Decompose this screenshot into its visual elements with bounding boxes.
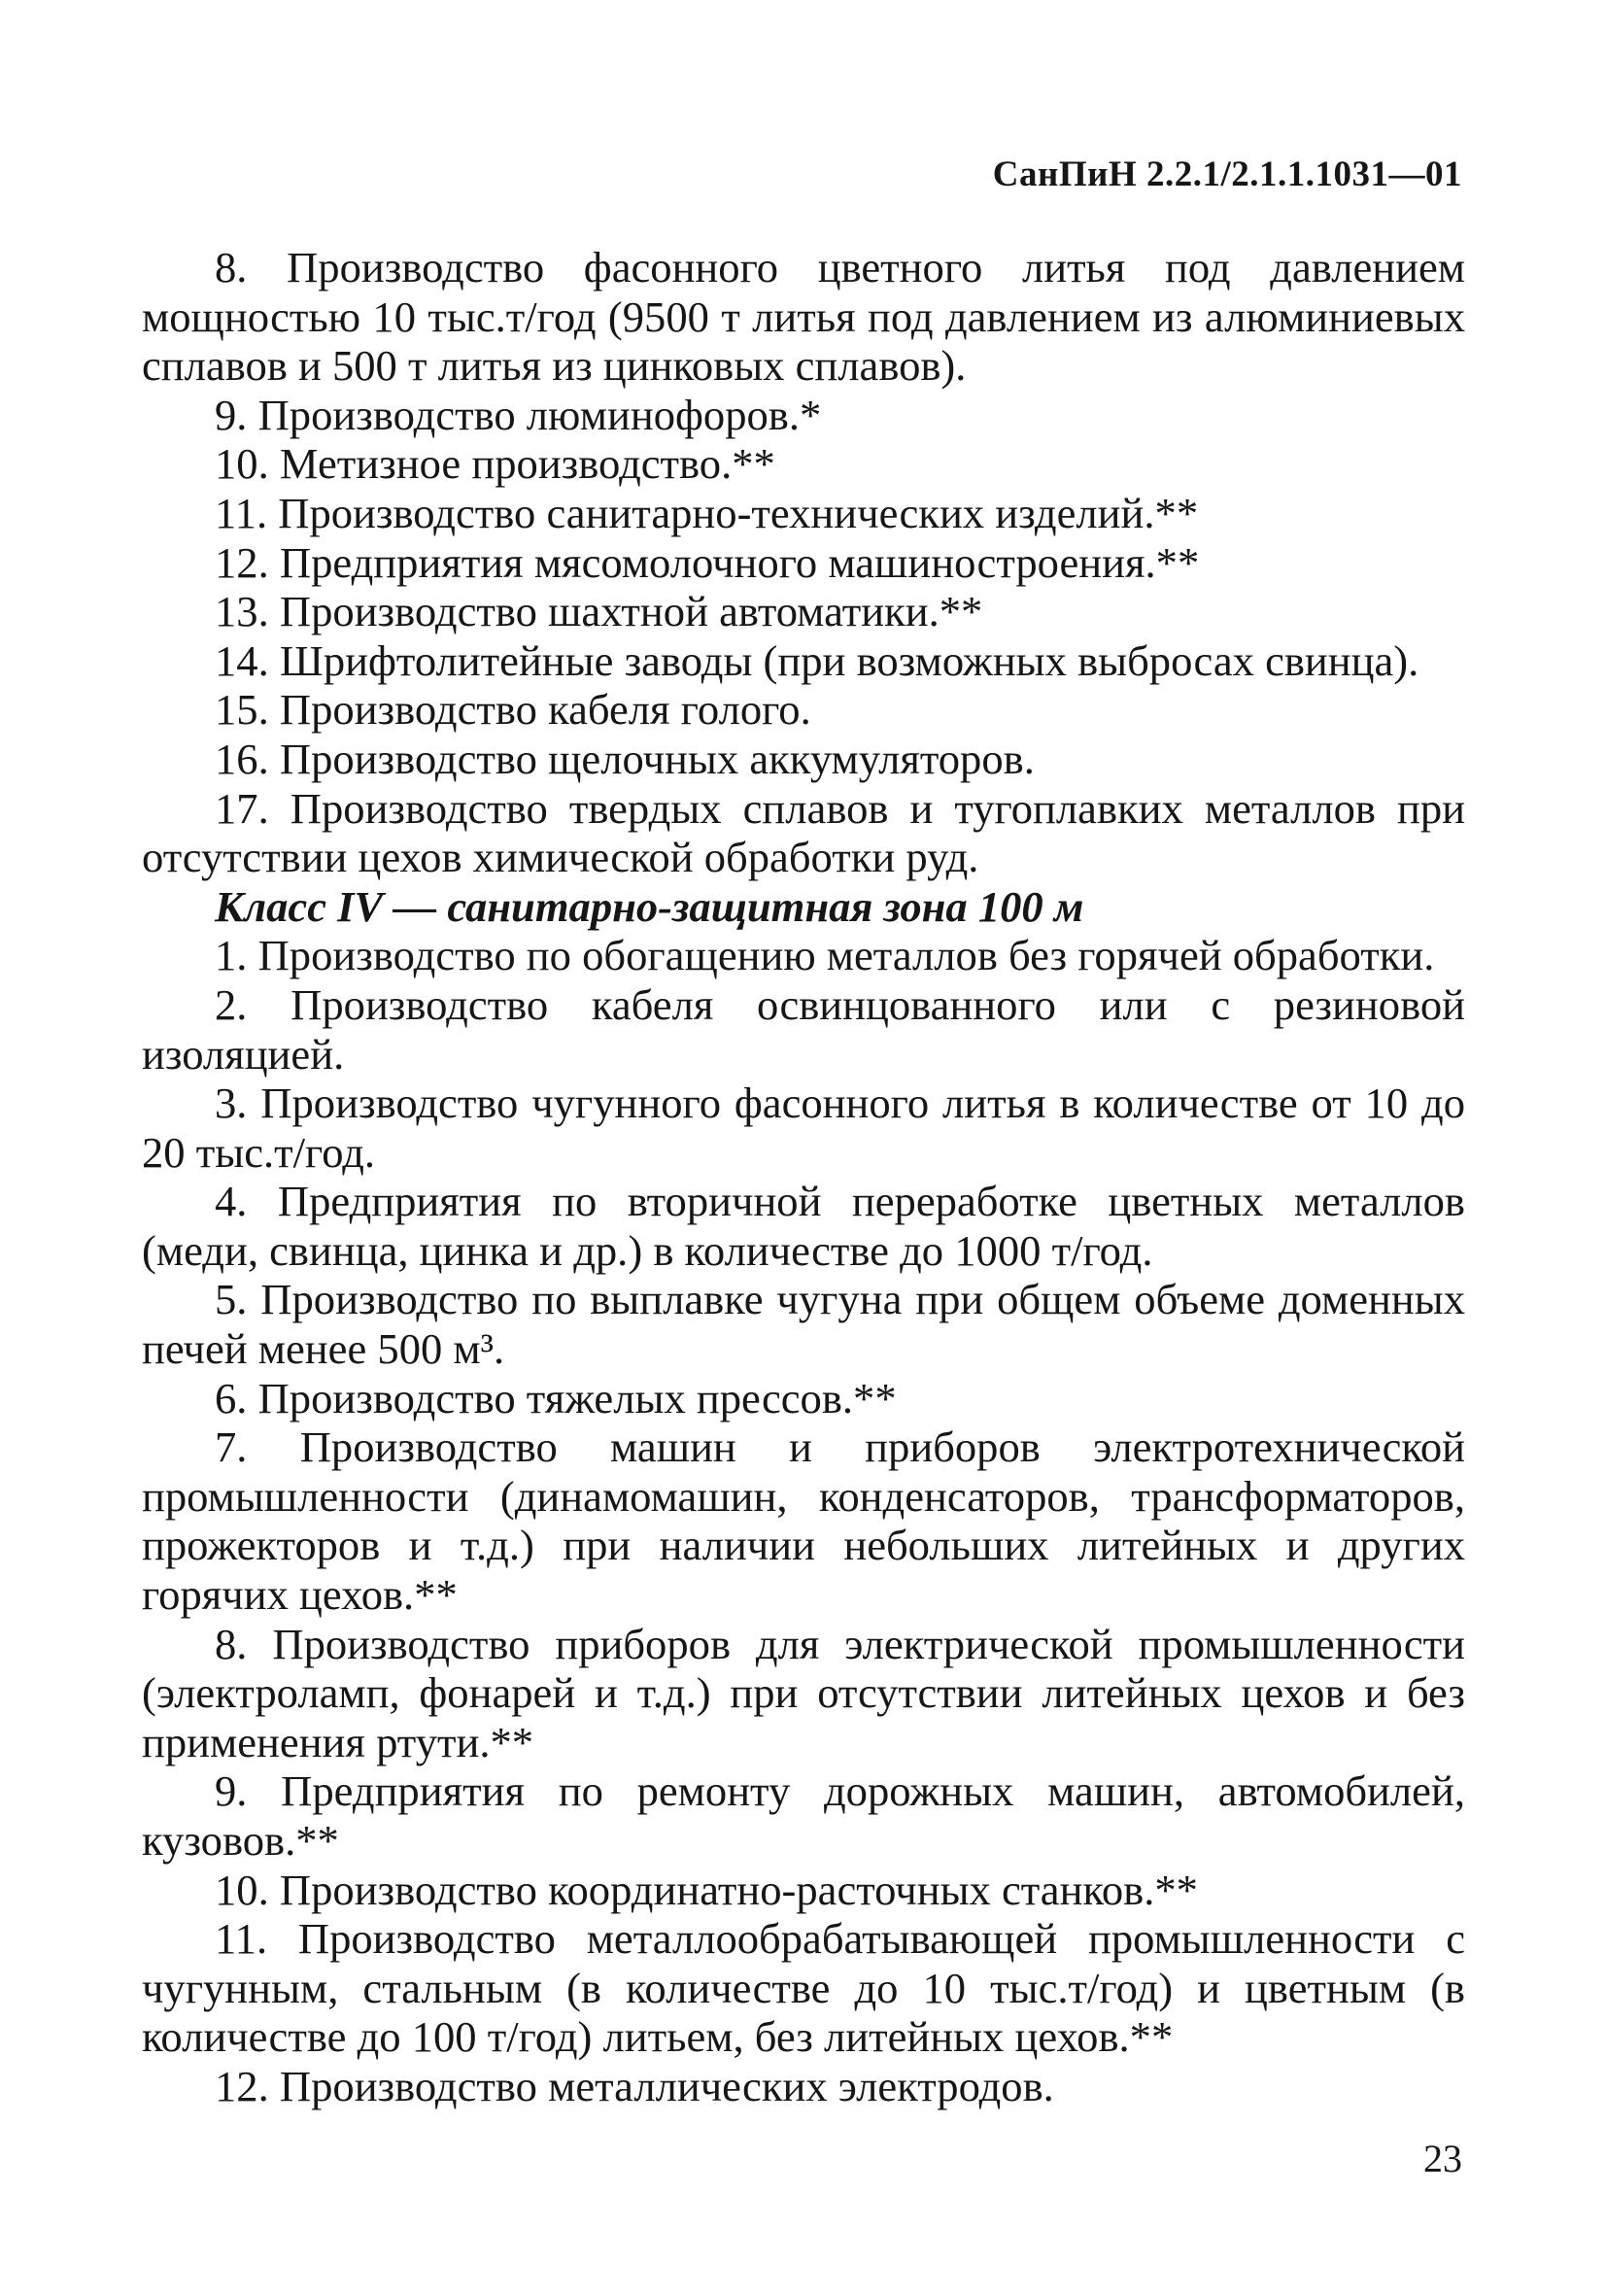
list-item: 11. Производство металлообрабатывающей промышленности с чугунным, стальным (в количестве до 10 тыс.т/год) и цветным (в количестве до 100 т/год) литьем, без литейных цехов.** <box>142 1914 1465 2062</box>
list-item: 5. Производство по выплавке чугуна при общем объеме доменных печей менее 500 м³. <box>142 1275 1465 1374</box>
list-item: 10. Метизное производство.** <box>215 439 775 489</box>
list-item: 7. Производство машин и приборов электротехнической промышленности (динамомашин, конденсаторов, трансформаторов, прожекторов и т.д.) при наличии небольших литейных и других горячих цехов.** <box>142 1422 1465 1620</box>
document-code-header: СанПиН 2.2.1/2.1.1.1031—01 <box>992 154 1462 194</box>
list-item: 11. Производство санитарно-технических изделий.** <box>215 488 1199 537</box>
list-item: 14. Шрифтолитейные заводы (при возможных выбросах свинца). <box>215 635 1419 685</box>
list-item: 6. Производство тяжелых прессов.** <box>215 1373 897 1422</box>
list-item: 17. Производство твердых сплавов и тугоплавких металлов при отсутствии цехов химической обработки руд. <box>142 783 1465 882</box>
list-item: 3. Производство чугунного фасонного литья в количестве от 10 до 20 тыс.т/год. <box>142 1079 1465 1177</box>
list-item: 16. Производство щелочных аккумуляторов. <box>215 734 1035 783</box>
list-item: 10. Производство координатно-расточных станков.** <box>215 1865 1198 1914</box>
list-item: 8. Производство фасонного цветного литья под давлением мощностью 10 тыс.т/год (9500 т литья под давлением из алюминиевых сплавов и 500 т литья из цинковых сплавов). <box>142 243 1465 391</box>
list-item: 12. Производство металлических электродов. <box>215 2061 1054 2110</box>
list-item: 9. Предприятия по ремонту дорожных машин, автомобилей, кузовов.** <box>142 1766 1465 1865</box>
list-item: 15. Производство кабеля голого. <box>215 685 811 735</box>
section-heading: Класс IV — санитарно-защитная зона 100 м <box>215 881 1084 931</box>
body-text <box>142 243 1465 2111</box>
list-item: 9. Производство люминофоров.* <box>215 390 822 439</box>
list-item: 12. Предприятия мясомолочного машиностроения.** <box>215 537 1200 587</box>
list-item: 13. Производство шахтной автоматики.** <box>215 587 983 636</box>
list-item: 8. Производство приборов для электрической промышленности (электроламп, фонарей и т.д.) при отсутствии литейных цехов и без применения ртути.** <box>142 1619 1465 1766</box>
list-item: 1. Производство по обогащению металлов без горячей обработки. <box>215 931 1435 980</box>
list-item: 4. Предприятия по вторичной переработке цветных металлов (меди, свинца, цинка и др.) в количестве до 1000 т/год. <box>142 1177 1465 1275</box>
list-item: 2. Производство кабеля освинцованного или с резиновой изоляцией. <box>142 979 1465 1079</box>
page-number: 23 <box>1423 2137 1462 2180</box>
